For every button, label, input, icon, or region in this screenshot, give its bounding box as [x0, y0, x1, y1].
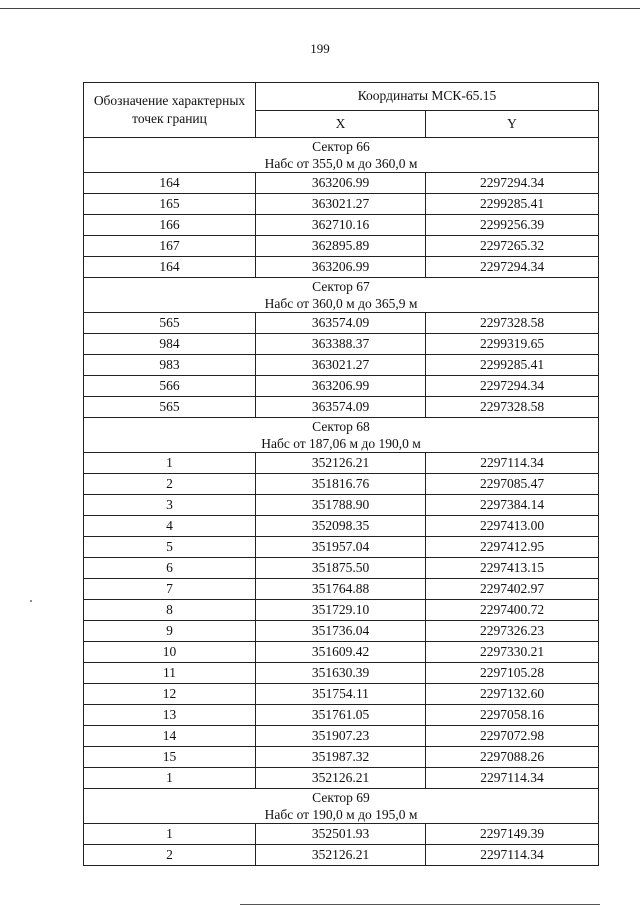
- x-coordinate-cell: 363574.09: [256, 313, 426, 334]
- x-coordinate-cell: 351761.05: [256, 705, 426, 726]
- table-row: [84, 558, 599, 579]
- y-coordinate-cell: 2297413.00: [426, 516, 599, 537]
- sector-height-range: Набс от 190,0 м до 195,0 м: [264, 807, 418, 822]
- sector-header-row: [84, 789, 599, 824]
- table-row: [84, 355, 599, 376]
- x-coordinate-cell: 351729.10: [256, 600, 426, 621]
- sector-header-row: [84, 418, 599, 453]
- table-row: [84, 621, 599, 642]
- x-coordinate-cell: 352126.21: [256, 845, 426, 866]
- point-id-cell: 164: [84, 257, 256, 278]
- point-id-cell: 9: [84, 621, 256, 642]
- table-row: [84, 600, 599, 621]
- table-row: [84, 537, 599, 558]
- point-id-cell: 5: [84, 537, 256, 558]
- scan-speck: [30, 600, 32, 602]
- y-coordinate-cell: 2297105.28: [426, 663, 599, 684]
- table-row: [84, 663, 599, 684]
- table-row: [84, 334, 599, 355]
- sector-header: [84, 278, 599, 313]
- y-coordinate-cell: 2297294.34: [426, 173, 599, 194]
- x-coordinate-cell: 351987.32: [256, 747, 426, 768]
- table-row: [84, 747, 599, 768]
- sector-header-row: [84, 138, 599, 173]
- y-coordinate-cell: 2297088.26: [426, 747, 599, 768]
- x-coordinate-cell: 351630.39: [256, 663, 426, 684]
- table-row: [84, 194, 599, 215]
- x-coordinate-cell: 363021.27: [256, 355, 426, 376]
- y-coordinate-cell: 2297114.34: [426, 453, 599, 474]
- sector-header-row: [84, 278, 599, 313]
- point-id-cell: 565: [84, 397, 256, 418]
- point-id-cell: 166: [84, 215, 256, 236]
- x-coordinate-cell: 351957.04: [256, 537, 426, 558]
- coordinates-table: [83, 82, 599, 866]
- sector-name: Сектор 68: [312, 419, 370, 434]
- table-row: [84, 845, 599, 866]
- x-coordinate-cell: 351816.76: [256, 474, 426, 495]
- scan-edge-top: [0, 8, 640, 9]
- point-id-cell: 6: [84, 558, 256, 579]
- header-points: [84, 83, 256, 138]
- point-id-cell: 11: [84, 663, 256, 684]
- point-id-cell: 566: [84, 376, 256, 397]
- y-coordinate-cell: 2299319.65: [426, 334, 599, 355]
- y-coordinate-cell: 2297328.58: [426, 397, 599, 418]
- x-coordinate-cell: 351764.88: [256, 579, 426, 600]
- point-id-cell: 13: [84, 705, 256, 726]
- table-row: [84, 313, 599, 334]
- x-coordinate-cell: 363021.27: [256, 194, 426, 215]
- y-coordinate-cell: 2297085.47: [426, 474, 599, 495]
- x-coordinate-cell: 363206.99: [256, 173, 426, 194]
- table-row: [84, 236, 599, 257]
- point-id-cell: 4: [84, 516, 256, 537]
- sector-name: Сектор 66: [312, 139, 370, 154]
- point-id-cell: 2: [84, 845, 256, 866]
- x-coordinate-cell: 351609.42: [256, 642, 426, 663]
- point-id-cell: 12: [84, 684, 256, 705]
- point-id-cell: 565: [84, 313, 256, 334]
- x-coordinate-cell: 363574.09: [256, 397, 426, 418]
- y-coordinate-cell: 2297328.58: [426, 313, 599, 334]
- header-y: Y: [426, 110, 599, 138]
- y-coordinate-cell: 2297265.32: [426, 236, 599, 257]
- table-row: [84, 173, 599, 194]
- sector-height-range: Набс от 355,0 м до 360,0 м: [264, 156, 418, 171]
- point-id-cell: 8: [84, 600, 256, 621]
- y-coordinate-cell: 2297412.95: [426, 537, 599, 558]
- point-id-cell: 165: [84, 194, 256, 215]
- x-coordinate-cell: 351754.11: [256, 684, 426, 705]
- table-row: [84, 705, 599, 726]
- sector-height-range: Набс от 360,0 м до 365,9 м: [264, 296, 418, 311]
- y-coordinate-cell: 2297132.60: [426, 684, 599, 705]
- sector-header: [84, 418, 599, 453]
- point-id-cell: 14: [84, 726, 256, 747]
- y-coordinate-cell: 2297294.34: [426, 257, 599, 278]
- page-number: 199: [310, 41, 330, 56]
- table-row: [84, 516, 599, 537]
- point-id-cell: 3: [84, 495, 256, 516]
- y-coordinate-cell: 2297400.72: [426, 600, 599, 621]
- header-points-line-1: Обозначение характерных: [93, 93, 246, 108]
- point-id-cell: 167: [84, 236, 256, 257]
- x-coordinate-cell: 363206.99: [256, 376, 426, 397]
- table-row: [84, 495, 599, 516]
- point-id-cell: 2: [84, 474, 256, 495]
- table-row: [84, 397, 599, 418]
- x-coordinate-cell: 352126.21: [256, 768, 426, 789]
- x-coordinate-cell: 351875.50: [256, 558, 426, 579]
- table-row: [84, 376, 599, 397]
- y-coordinate-cell: 2299285.41: [426, 355, 599, 376]
- table-row: [84, 579, 599, 600]
- x-coordinate-cell: 352098.35: [256, 516, 426, 537]
- x-coordinate-cell: 352126.21: [256, 453, 426, 474]
- table-row: [84, 642, 599, 663]
- table-row: [84, 768, 599, 789]
- table-row: [84, 474, 599, 495]
- table-row: [84, 453, 599, 474]
- header-x: X: [256, 110, 426, 138]
- y-coordinate-cell: 2299256.39: [426, 215, 599, 236]
- point-id-cell: 984: [84, 334, 256, 355]
- x-coordinate-cell: 351736.04: [256, 621, 426, 642]
- y-coordinate-cell: 2299285.41: [426, 194, 599, 215]
- x-coordinate-cell: 352501.93: [256, 824, 426, 845]
- x-coordinate-cell: 351907.23: [256, 726, 426, 747]
- x-coordinate-cell: 363388.37: [256, 334, 426, 355]
- y-coordinate-cell: 2297294.34: [426, 376, 599, 397]
- table-row: [84, 215, 599, 236]
- point-id-cell: 7: [84, 579, 256, 600]
- sector-name: Сектор 67: [312, 279, 370, 294]
- point-id-cell: 10: [84, 642, 256, 663]
- header-coordinates: Координаты МСК-65.15: [256, 83, 599, 111]
- point-id-cell: 1: [84, 824, 256, 845]
- table-header-row: [84, 83, 599, 111]
- x-coordinate-cell: 362895.89: [256, 236, 426, 257]
- table-row: [84, 257, 599, 278]
- y-coordinate-cell: 2297058.16: [426, 705, 599, 726]
- y-coordinate-cell: 2297114.34: [426, 845, 599, 866]
- header-points-line-2: точек границ: [132, 111, 207, 126]
- y-coordinate-cell: 2297326.23: [426, 621, 599, 642]
- x-coordinate-cell: 363206.99: [256, 257, 426, 278]
- table-row: [84, 684, 599, 705]
- x-coordinate-cell: 362710.16: [256, 215, 426, 236]
- y-coordinate-cell: 2297149.39: [426, 824, 599, 845]
- point-id-cell: 1: [84, 768, 256, 789]
- sector-header: [84, 138, 599, 173]
- table-row: [84, 726, 599, 747]
- y-coordinate-cell: 2297413.15: [426, 558, 599, 579]
- point-id-cell: 164: [84, 173, 256, 194]
- point-id-cell: 983: [84, 355, 256, 376]
- point-id-cell: 15: [84, 747, 256, 768]
- table-row: [84, 824, 599, 845]
- sector-name: Сектор 69: [312, 790, 370, 805]
- y-coordinate-cell: 2297072.98: [426, 726, 599, 747]
- y-coordinate-cell: 2297384.14: [426, 495, 599, 516]
- point-id-cell: 1: [84, 453, 256, 474]
- y-coordinate-cell: 2297330.21: [426, 642, 599, 663]
- x-coordinate-cell: 351788.90: [256, 495, 426, 516]
- sector-height-range: Набс от 187,06 м до 190,0 м: [261, 436, 421, 451]
- sector-header: [84, 789, 599, 824]
- y-coordinate-cell: 2297114.34: [426, 768, 599, 789]
- y-coordinate-cell: 2297402.97: [426, 579, 599, 600]
